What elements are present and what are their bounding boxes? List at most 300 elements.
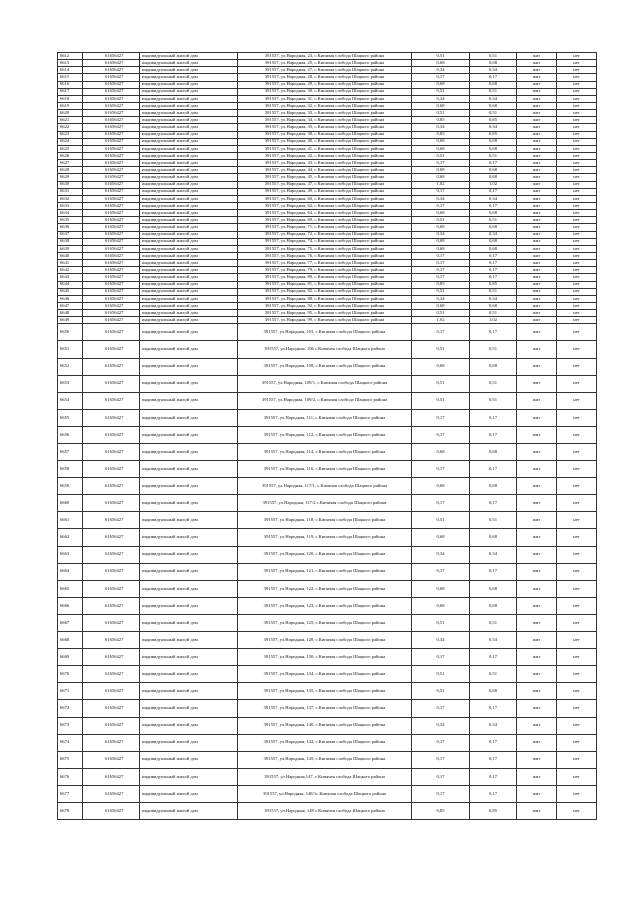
- object-type: индивидуальный жилой дом: [140, 95, 238, 102]
- object-code: 61656427: [83, 224, 140, 231]
- object-type: индивидуальный жилой дом: [140, 195, 238, 202]
- flag: нет: [557, 512, 597, 529]
- material: жит: [517, 495, 557, 512]
- value-primary: 0,68: [412, 478, 470, 495]
- object-type: индивидуальный жилой дом: [140, 310, 238, 317]
- address: 391557, ул.Народная, 44, с.Кипячая слобода Шацкого района: [238, 167, 412, 174]
- object-type: индивидуальный жилой дом: [140, 67, 238, 74]
- value-primary: 0,17: [412, 324, 470, 341]
- material: жит: [517, 478, 557, 495]
- object-code: 61656427: [83, 281, 140, 288]
- value-primary: 0,51: [412, 288, 470, 295]
- material: жит: [517, 167, 557, 174]
- object-type: индивидуальный жилой дом: [140, 580, 238, 597]
- object-type: индивидуальный жилой дом: [140, 188, 238, 195]
- object-type: индивидуальный жилой дом: [140, 74, 238, 81]
- row-number: 6637: [58, 231, 83, 238]
- object-type: индивидуальный жилой дом: [140, 734, 238, 751]
- flag: нет: [557, 426, 597, 443]
- row-number: 6670: [58, 666, 83, 683]
- object-type: индивидуальный жилой дом: [140, 260, 238, 267]
- object-code: 61656427: [83, 734, 140, 751]
- address: 391557, ул.Народная, 80, с.Кипячая слобода Шацкого района: [238, 274, 412, 281]
- value-secondary: 0,34: [470, 546, 517, 563]
- object-type: индивидуальный жилой дом: [140, 288, 238, 295]
- flag: нет: [557, 210, 597, 217]
- flag: нет: [557, 546, 597, 563]
- value-secondary: 0,68: [470, 167, 517, 174]
- flag: нет: [557, 267, 597, 274]
- value-secondary: 0,85: [470, 802, 517, 819]
- object-type: индивидуальный жилой дом: [140, 751, 238, 768]
- value-primary: 0,68: [412, 167, 470, 174]
- flag: нет: [557, 167, 597, 174]
- object-code: 61656427: [83, 274, 140, 281]
- flag: нет: [557, 110, 597, 117]
- material: жит: [517, 81, 557, 88]
- object-code: 61656427: [83, 167, 140, 174]
- object-type: индивидуальный жилой дом: [140, 145, 238, 152]
- flag: нет: [557, 649, 597, 666]
- flag: нет: [557, 392, 597, 409]
- address: 391557, ул.Народная, 135, с.Кипячая слобода Шацкого района: [238, 683, 412, 700]
- value-primary: 0,17: [412, 768, 470, 785]
- object-type: индивидуальный жилой дом: [140, 785, 238, 802]
- row-number: 6674: [58, 734, 83, 751]
- material: жит: [517, 267, 557, 274]
- object-code: 61656427: [83, 751, 140, 768]
- table-row: [58, 751, 597, 768]
- object-type: индивидуальный жилой дом: [140, 495, 238, 512]
- flag: нет: [557, 785, 597, 802]
- object-code: 61656427: [83, 117, 140, 124]
- value-secondary: 0,17: [470, 495, 517, 512]
- row-number: 6667: [58, 614, 83, 631]
- row-number: 6612: [58, 53, 83, 60]
- material: жит: [517, 117, 557, 124]
- object-type: индивидуальный жилой дом: [140, 202, 238, 209]
- value-primary: 0,68: [412, 102, 470, 109]
- table-row: [58, 512, 597, 529]
- object-type: индивидуальный жилой дом: [140, 302, 238, 309]
- value-secondary: 0,51: [470, 341, 517, 358]
- address: 391557, ул.Народная, 142, с.Кипячая слобода Шацкого района: [238, 734, 412, 751]
- table-row: [58, 102, 597, 109]
- address: 391557, ул.Народная, 35, с.Кипячая слобода Шацкого района: [238, 124, 412, 131]
- flag: нет: [557, 302, 597, 309]
- row-number: 6654: [58, 392, 83, 409]
- value-primary: 0,17: [412, 495, 470, 512]
- row-number: 6647: [58, 302, 83, 309]
- value-primary: 0,34: [412, 124, 470, 131]
- value-primary: 0,68: [412, 597, 470, 614]
- table-row: [58, 53, 597, 60]
- value-primary: 0,51: [412, 512, 470, 529]
- object-code: 61656427: [83, 195, 140, 202]
- address: 391557, ул.Народная, 130, с.Кипячая слобода Шацкого района: [238, 649, 412, 666]
- value-primary: 0,85: [412, 117, 470, 124]
- address: 391557, ул.Народная, 71, с.Кипячая слобода Шацкого района: [238, 224, 412, 231]
- address: 391557, ул.Народная, 116, с.Кипячая слобода Шацкого района: [238, 461, 412, 478]
- table-row: [58, 734, 597, 751]
- value-primary: 0,17: [412, 409, 470, 426]
- address: 391557, ул.Народная, 123, с.Кипячая слобода Шацкого района: [238, 597, 412, 614]
- value-primary: 0,17: [412, 274, 470, 281]
- value-primary: 0,68: [412, 174, 470, 181]
- object-code: 61656427: [83, 102, 140, 109]
- address: 391557, ул.Народная, 32, с.Кипячая слобода Шацкого района: [238, 102, 412, 109]
- table-row: [58, 614, 597, 631]
- value-secondary: 1,02: [470, 181, 517, 188]
- records-table: [57, 52, 597, 820]
- value-secondary: 0,68: [470, 210, 517, 217]
- value-primary: 0,68: [412, 358, 470, 375]
- row-number: 6659: [58, 478, 83, 495]
- object-code: 61656427: [83, 245, 140, 252]
- value-secondary: 0,17: [470, 734, 517, 751]
- table-body: [58, 53, 597, 820]
- object-code: 61656427: [83, 110, 140, 117]
- row-number: 6668: [58, 632, 83, 649]
- material: жит: [517, 580, 557, 597]
- object-code: 61656427: [83, 174, 140, 181]
- table-row: [58, 117, 597, 124]
- table-row: [58, 188, 597, 195]
- address: 391557, ул.Народная, 76, с.Кипячая слобода Шацкого района: [238, 252, 412, 259]
- flag: нет: [557, 768, 597, 785]
- flag: нет: [557, 563, 597, 580]
- value-secondary: 0,17: [470, 267, 517, 274]
- material: жит: [517, 274, 557, 281]
- row-number: 6615: [58, 74, 83, 81]
- table-row: [58, 580, 597, 597]
- flag: нет: [557, 131, 597, 138]
- object-code: 61656427: [83, 341, 140, 358]
- flag: нет: [557, 252, 597, 259]
- value-secondary: 0,34: [470, 231, 517, 238]
- flag: нет: [557, 288, 597, 295]
- flag: нет: [557, 409, 597, 426]
- value-primary: 0,68: [412, 302, 470, 309]
- value-primary: 0,34: [412, 231, 470, 238]
- row-number: 6640: [58, 252, 83, 259]
- flag: нет: [557, 231, 597, 238]
- address: 391557, ул.Народная, 40, с.Кипячая слобода Шацкого района: [238, 138, 412, 145]
- address: 391557, ул.Народная, 121, с.Кипячая слобода Шацкого района: [238, 563, 412, 580]
- address: 391557, ул.Народная, 28, с.Кипячая слобода Шацкого района: [238, 74, 412, 81]
- material: жит: [517, 700, 557, 717]
- value-secondary: 0,51: [470, 53, 517, 60]
- material: жит: [517, 102, 557, 109]
- material: жит: [517, 160, 557, 167]
- address: 391557, ул.Народная,147, с.Кипячая слобода Шацкого района: [238, 768, 412, 785]
- address: 391557, ул.Народная, 34, с.Кипячая слобода Шацкого района: [238, 117, 412, 124]
- value-primary: 0,17: [412, 74, 470, 81]
- address: 391557, ул.Народная, 33, с.Кипячая слобода Шацкого района: [238, 110, 412, 117]
- value-primary: 0,34: [412, 67, 470, 74]
- row-number: 6630: [58, 181, 83, 188]
- object-code: 61656427: [83, 317, 140, 324]
- table-row: [58, 426, 597, 443]
- row-number: 6672: [58, 700, 83, 717]
- row-number: 6623: [58, 131, 83, 138]
- row-number: 6649: [58, 317, 83, 324]
- object-code: 61656427: [83, 231, 140, 238]
- material: жит: [517, 152, 557, 159]
- address: 391557, ул.Народная, 109/1, с.Кипячая слобода Шацкого района: [238, 375, 412, 392]
- row-number: 6646: [58, 295, 83, 302]
- value-secondary: 0,17: [470, 202, 517, 209]
- object-code: 61656427: [83, 217, 140, 224]
- flag: нет: [557, 188, 597, 195]
- row-number: 6618: [58, 95, 83, 102]
- value-secondary: 0,17: [470, 74, 517, 81]
- flag: нет: [557, 495, 597, 512]
- value-primary: 0,51: [412, 88, 470, 95]
- flag: нет: [557, 295, 597, 302]
- object-code: 61656427: [83, 478, 140, 495]
- object-code: 61656427: [83, 88, 140, 95]
- address: 391557, ул.Народная, 108, с.Кипячая слобода Шацкого района: [238, 358, 412, 375]
- table-row: [58, 632, 597, 649]
- address: 391557, ул.Народная, 72, с.Кипячая слобода Шацкого района: [238, 231, 412, 238]
- row-number: 6665: [58, 580, 83, 597]
- flag: нет: [557, 238, 597, 245]
- value-primary: 0,17: [412, 649, 470, 666]
- address: 391557, ул.Народная, 47, с.Кипячая слобода Шацкого района: [238, 181, 412, 188]
- object-type: индивидуальный жилой дом: [140, 392, 238, 409]
- value-secondary: 0,68: [470, 174, 517, 181]
- flag: нет: [557, 274, 597, 281]
- object-code: 61656427: [83, 768, 140, 785]
- object-type: индивидуальный жилой дом: [140, 274, 238, 281]
- object-code: 61656427: [83, 295, 140, 302]
- row-number: 6622: [58, 124, 83, 131]
- value-primary: 0,51: [412, 375, 470, 392]
- value-primary: 0,68: [412, 245, 470, 252]
- table-row: [58, 785, 597, 802]
- material: жит: [517, 217, 557, 224]
- object-code: 61656427: [83, 375, 140, 392]
- object-type: индивидуальный жилой дом: [140, 597, 238, 614]
- table-row: [58, 245, 597, 252]
- value-primary: 0,17: [412, 260, 470, 267]
- address: 391557, ул.Народная, 64, с.Кипячая слобода Шацкого района: [238, 210, 412, 217]
- address: 391557, ул.Народная, 137, с.Кипячая слобода Шацкого района: [238, 700, 412, 717]
- address: 391557, ул.Народная, 119, с.Кипячая слобода Шацкого района: [238, 529, 412, 546]
- row-number: 6635: [58, 217, 83, 224]
- value-secondary: 0,34: [470, 124, 517, 131]
- object-type: индивидуальный жилой дом: [140, 700, 238, 717]
- object-code: 61656427: [83, 409, 140, 426]
- table-row: [58, 302, 597, 309]
- value-primary: 0,68: [412, 580, 470, 597]
- row-number: 6662: [58, 529, 83, 546]
- flag: нет: [557, 174, 597, 181]
- value-secondary: 0,68: [470, 683, 517, 700]
- object-type: индивидуальный жилой дом: [140, 138, 238, 145]
- flag: нет: [557, 245, 597, 252]
- object-type: индивидуальный жилой дом: [140, 666, 238, 683]
- material: жит: [517, 341, 557, 358]
- object-type: индивидуальный жилой дом: [140, 683, 238, 700]
- value-primary: 1,02: [412, 317, 470, 324]
- value-secondary: 0,51: [470, 375, 517, 392]
- address: 391557, ул.Народная, 145, с.Кипячая слобода Шацкого района: [238, 751, 412, 768]
- table-row: [58, 231, 597, 238]
- table-row: [58, 529, 597, 546]
- value-primary: 0,68: [412, 444, 470, 461]
- row-number: 6619: [58, 102, 83, 109]
- row-number: 6657: [58, 444, 83, 461]
- table-row: [58, 60, 597, 67]
- object-type: индивидуальный жилой дом: [140, 88, 238, 95]
- material: жит: [517, 245, 557, 252]
- material: жит: [517, 734, 557, 751]
- value-secondary: 0,17: [470, 785, 517, 802]
- flag: нет: [557, 260, 597, 267]
- value-primary: 1,02: [412, 181, 470, 188]
- object-type: индивидуальный жилой дом: [140, 324, 238, 341]
- address: 391557, ул.Народная, 62, с.Кипячая слобода Шацкого района: [238, 202, 412, 209]
- material: жит: [517, 88, 557, 95]
- material: жит: [517, 392, 557, 409]
- table-row: [58, 81, 597, 88]
- table-row: [58, 597, 597, 614]
- value-secondary: 0,51: [470, 614, 517, 631]
- flag: нет: [557, 751, 597, 768]
- value-secondary: 0,51: [470, 512, 517, 529]
- value-primary: 0,17: [412, 785, 470, 802]
- value-primary: 0,51: [412, 53, 470, 60]
- object-type: индивидуальный жилой дом: [140, 131, 238, 138]
- table-row: [58, 358, 597, 375]
- flag: нет: [557, 444, 597, 461]
- value-secondary: 0,51: [470, 310, 517, 317]
- flag: нет: [557, 717, 597, 734]
- address: 391557, ул.Народная, 120, с.Кипячая слобода Шацкого района: [238, 546, 412, 563]
- table-row: [58, 74, 597, 81]
- table-row: [58, 152, 597, 159]
- value-primary: 0,51: [412, 152, 470, 159]
- address: 391557, ул.Народная, 42, с.Кипячая слобода Шацкого района: [238, 152, 412, 159]
- object-type: индивидуальный жилой дом: [140, 238, 238, 245]
- value-secondary: 0,68: [470, 478, 517, 495]
- value-primary: 0,34: [412, 632, 470, 649]
- row-number: 6641: [58, 260, 83, 267]
- object-type: индивидуальный жилой дом: [140, 152, 238, 159]
- row-number: 6636: [58, 224, 83, 231]
- value-secondary: 0,17: [470, 188, 517, 195]
- value-primary: 0,17: [412, 461, 470, 478]
- material: жит: [517, 281, 557, 288]
- value-secondary: 0,17: [470, 461, 517, 478]
- object-type: индивидуальный жилой дом: [140, 102, 238, 109]
- value-secondary: 0,68: [470, 444, 517, 461]
- value-secondary: 0,17: [470, 649, 517, 666]
- table-row: [58, 88, 597, 95]
- object-type: индивидуальный жилой дом: [140, 358, 238, 375]
- flag: нет: [557, 375, 597, 392]
- address: 391557, ул.Народная, 112, с.Кипячая слобода Шацкого района: [238, 426, 412, 443]
- object-code: 61656427: [83, 53, 140, 60]
- row-number: 6658: [58, 461, 83, 478]
- material: жит: [517, 529, 557, 546]
- row-number: 6643: [58, 274, 83, 281]
- material: жит: [517, 614, 557, 631]
- object-code: 61656427: [83, 512, 140, 529]
- material: жит: [517, 195, 557, 202]
- value-secondary: 1,02: [470, 317, 517, 324]
- row-number: 6648: [58, 310, 83, 317]
- object-type: индивидуальный жилой дом: [140, 375, 238, 392]
- value-primary: 0,68: [412, 224, 470, 231]
- table-row: [58, 181, 597, 188]
- material: жит: [517, 202, 557, 209]
- table-row: [58, 167, 597, 174]
- address: 391557, ул.Народная, 49, с.Кипячая слобода Шацкого района: [238, 188, 412, 195]
- object-code: 61656427: [83, 131, 140, 138]
- row-number: 6625: [58, 145, 83, 152]
- value-primary: 0,85: [412, 802, 470, 819]
- material: жит: [517, 181, 557, 188]
- object-type: индивидуальный жилой дом: [140, 167, 238, 174]
- object-code: 61656427: [83, 426, 140, 443]
- row-number: 6661: [58, 512, 83, 529]
- value-primary: 0,68: [412, 81, 470, 88]
- object-code: 61656427: [83, 152, 140, 159]
- row-number: 6673: [58, 717, 83, 734]
- object-code: 61656427: [83, 529, 140, 546]
- address: 391557, ул.Народная, 30, с.Кипячая слобода Шацкого района: [238, 88, 412, 95]
- material: жит: [517, 563, 557, 580]
- value-secondary: 0,68: [470, 60, 517, 67]
- table-row: [58, 478, 597, 495]
- object-type: индивидуальный жилой дом: [140, 281, 238, 288]
- value-secondary: 0,68: [470, 358, 517, 375]
- flag: нет: [557, 461, 597, 478]
- object-code: 61656427: [83, 202, 140, 209]
- flag: нет: [557, 160, 597, 167]
- material: жит: [517, 375, 557, 392]
- value-primary: 0,68: [412, 238, 470, 245]
- row-number: 6627: [58, 160, 83, 167]
- object-type: индивидуальный жилой дом: [140, 81, 238, 88]
- object-code: 61656427: [83, 310, 140, 317]
- object-code: 61656427: [83, 160, 140, 167]
- object-code: 61656427: [83, 288, 140, 295]
- row-number: 6628: [58, 167, 83, 174]
- object-code: 61656427: [83, 67, 140, 74]
- object-type: индивидуальный жилой дом: [140, 174, 238, 181]
- row-number: 6632: [58, 195, 83, 202]
- value-secondary: 0,68: [470, 81, 517, 88]
- table-row: [58, 174, 597, 181]
- material: жит: [517, 131, 557, 138]
- row-number: 6624: [58, 138, 83, 145]
- address: 391557, ул.Народная, 114, с.Кипячая слобода Шацкого района: [238, 444, 412, 461]
- value-secondary: 0,34: [470, 95, 517, 102]
- value-primary: 0,17: [412, 751, 470, 768]
- value-primary: 0,17: [412, 267, 470, 274]
- object-type: индивидуальный жилой дом: [140, 181, 238, 188]
- object-code: 61656427: [83, 60, 140, 67]
- table-row: [58, 409, 597, 426]
- material: жит: [517, 110, 557, 117]
- value-secondary: 0,51: [470, 666, 517, 683]
- address: 391557, ул.Народная, 69, с.Кипячая слобода Шацкого района: [238, 217, 412, 224]
- address: 391557, ул.Народная, 45, с.Кипячая слобода Шацкого района: [238, 174, 412, 181]
